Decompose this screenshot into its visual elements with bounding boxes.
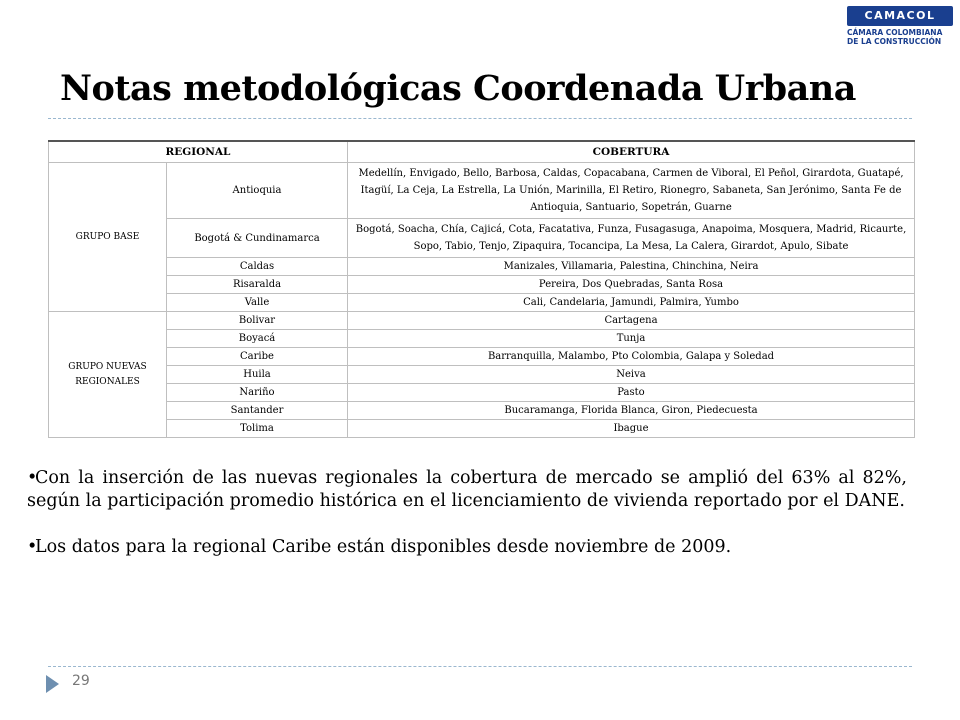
header-cobertura: COBERTURA xyxy=(348,141,915,163)
camacol-logo-mark xyxy=(847,6,953,26)
logo-subtitle xyxy=(847,28,955,46)
bullet-icon: • xyxy=(27,537,38,557)
coverage-cell: Tunja xyxy=(348,330,915,348)
note-text: Los datos para la regional Caribe están disponibles desde noviembre de 2009. xyxy=(35,537,732,557)
table-row xyxy=(49,330,915,348)
page-title: Notas metodológicas Coordenada Urbana xyxy=(60,68,856,109)
group-label: GRUPO NUEVAS REGIONALES xyxy=(49,312,167,438)
regional-cell: Caldas xyxy=(167,258,348,276)
table-row xyxy=(49,294,915,312)
table-row xyxy=(49,384,915,402)
table-row xyxy=(49,163,915,219)
note-item xyxy=(27,536,907,559)
table-row xyxy=(49,312,915,330)
coverage-table xyxy=(48,140,915,438)
regional-cell: Santander xyxy=(167,402,348,420)
triangle-arrow-icon xyxy=(46,675,59,693)
coverage-cell: Barranquilla, Malambo, Pto Colombia, Galapa y Soledad xyxy=(348,348,915,366)
coverage-cell: Pasto xyxy=(348,384,915,402)
coverage-cell: Cartagena xyxy=(348,312,915,330)
notes-list xyxy=(27,467,907,559)
regional-cell: Bolivar xyxy=(167,312,348,330)
group-label: GRUPO BASE xyxy=(49,163,167,312)
regional-cell: Boyacá xyxy=(167,330,348,348)
header-regional: REGIONAL xyxy=(49,141,348,163)
regional-cell: Tolima xyxy=(167,420,348,438)
table-header-row xyxy=(49,141,915,163)
table-row xyxy=(49,219,915,258)
table-row xyxy=(49,276,915,294)
footer-divider xyxy=(48,666,912,667)
table-row xyxy=(49,258,915,276)
coverage-cell: Manizales, Villamaria, Palestina, Chinchina, Neira xyxy=(348,258,915,276)
bullet-icon: • xyxy=(27,468,38,488)
logo-line-2: DE LA CONSTRUCCIÓN xyxy=(847,37,942,46)
logo-line-1: CÁMARA COLOMBIANA xyxy=(847,28,943,37)
logo-wordmark: CAMACOL xyxy=(864,9,936,22)
note-item xyxy=(27,467,907,513)
note-text: Con la inserción de las nuevas regionales la cobertura de mercado se amplió del 63% al 82%, según la participación promedio histórica en el licenciamiento de vivienda reportado por el DANE. xyxy=(27,468,907,511)
table-row xyxy=(49,348,915,366)
regional-cell: Nariño xyxy=(167,384,348,402)
regional-cell: Huila xyxy=(167,366,348,384)
regional-cell: Antioquia xyxy=(167,163,348,219)
table-row xyxy=(49,420,915,438)
coverage-cell: Cali, Candelaria, Jamundi, Palmira, Yumbo xyxy=(348,294,915,312)
title-divider xyxy=(48,118,912,119)
regional-cell: Bogotá & Cundinamarca xyxy=(167,219,348,258)
regional-cell: Valle xyxy=(167,294,348,312)
coverage-cell: Medellín, Envigado, Bello, Barbosa, Caldas, Copacabana, Carmen de Viboral, El Peñol, Girardota, Guatapé, Itagüí, La Ceja, La Estrella, La Unión, Marinilla, El Retiro, Rionegro, Sabaneta, San Jerónimo, Santa Fe de Antioquia, Santuario, Sopetrán, Guarne xyxy=(348,163,915,219)
coverage-cell: Neiva xyxy=(348,366,915,384)
coverage-cell: Bogotá, Soacha, Chía, Cajicá, Cota, Facatativa, Funza, Fusagasuga, Anapoima, Mosquera, Madrid, Ricaurte, Sopo, Tabio, Tenjo, Zipaquira, Tocancipa, La Mesa, La Calera, Girardot, Apulo, Sibate xyxy=(348,219,915,258)
table-row xyxy=(49,402,915,420)
page-number: 29 xyxy=(72,673,90,689)
camacol-logo xyxy=(845,4,955,50)
regional-cell: Caribe xyxy=(167,348,348,366)
coverage-cell: Pereira, Dos Quebradas, Santa Rosa xyxy=(348,276,915,294)
table-row xyxy=(49,366,915,384)
coverage-cell: Ibague xyxy=(348,420,915,438)
coverage-cell: Bucaramanga, Florida Blanca, Giron, Piedecuesta xyxy=(348,402,915,420)
regional-cell: Risaralda xyxy=(167,276,348,294)
